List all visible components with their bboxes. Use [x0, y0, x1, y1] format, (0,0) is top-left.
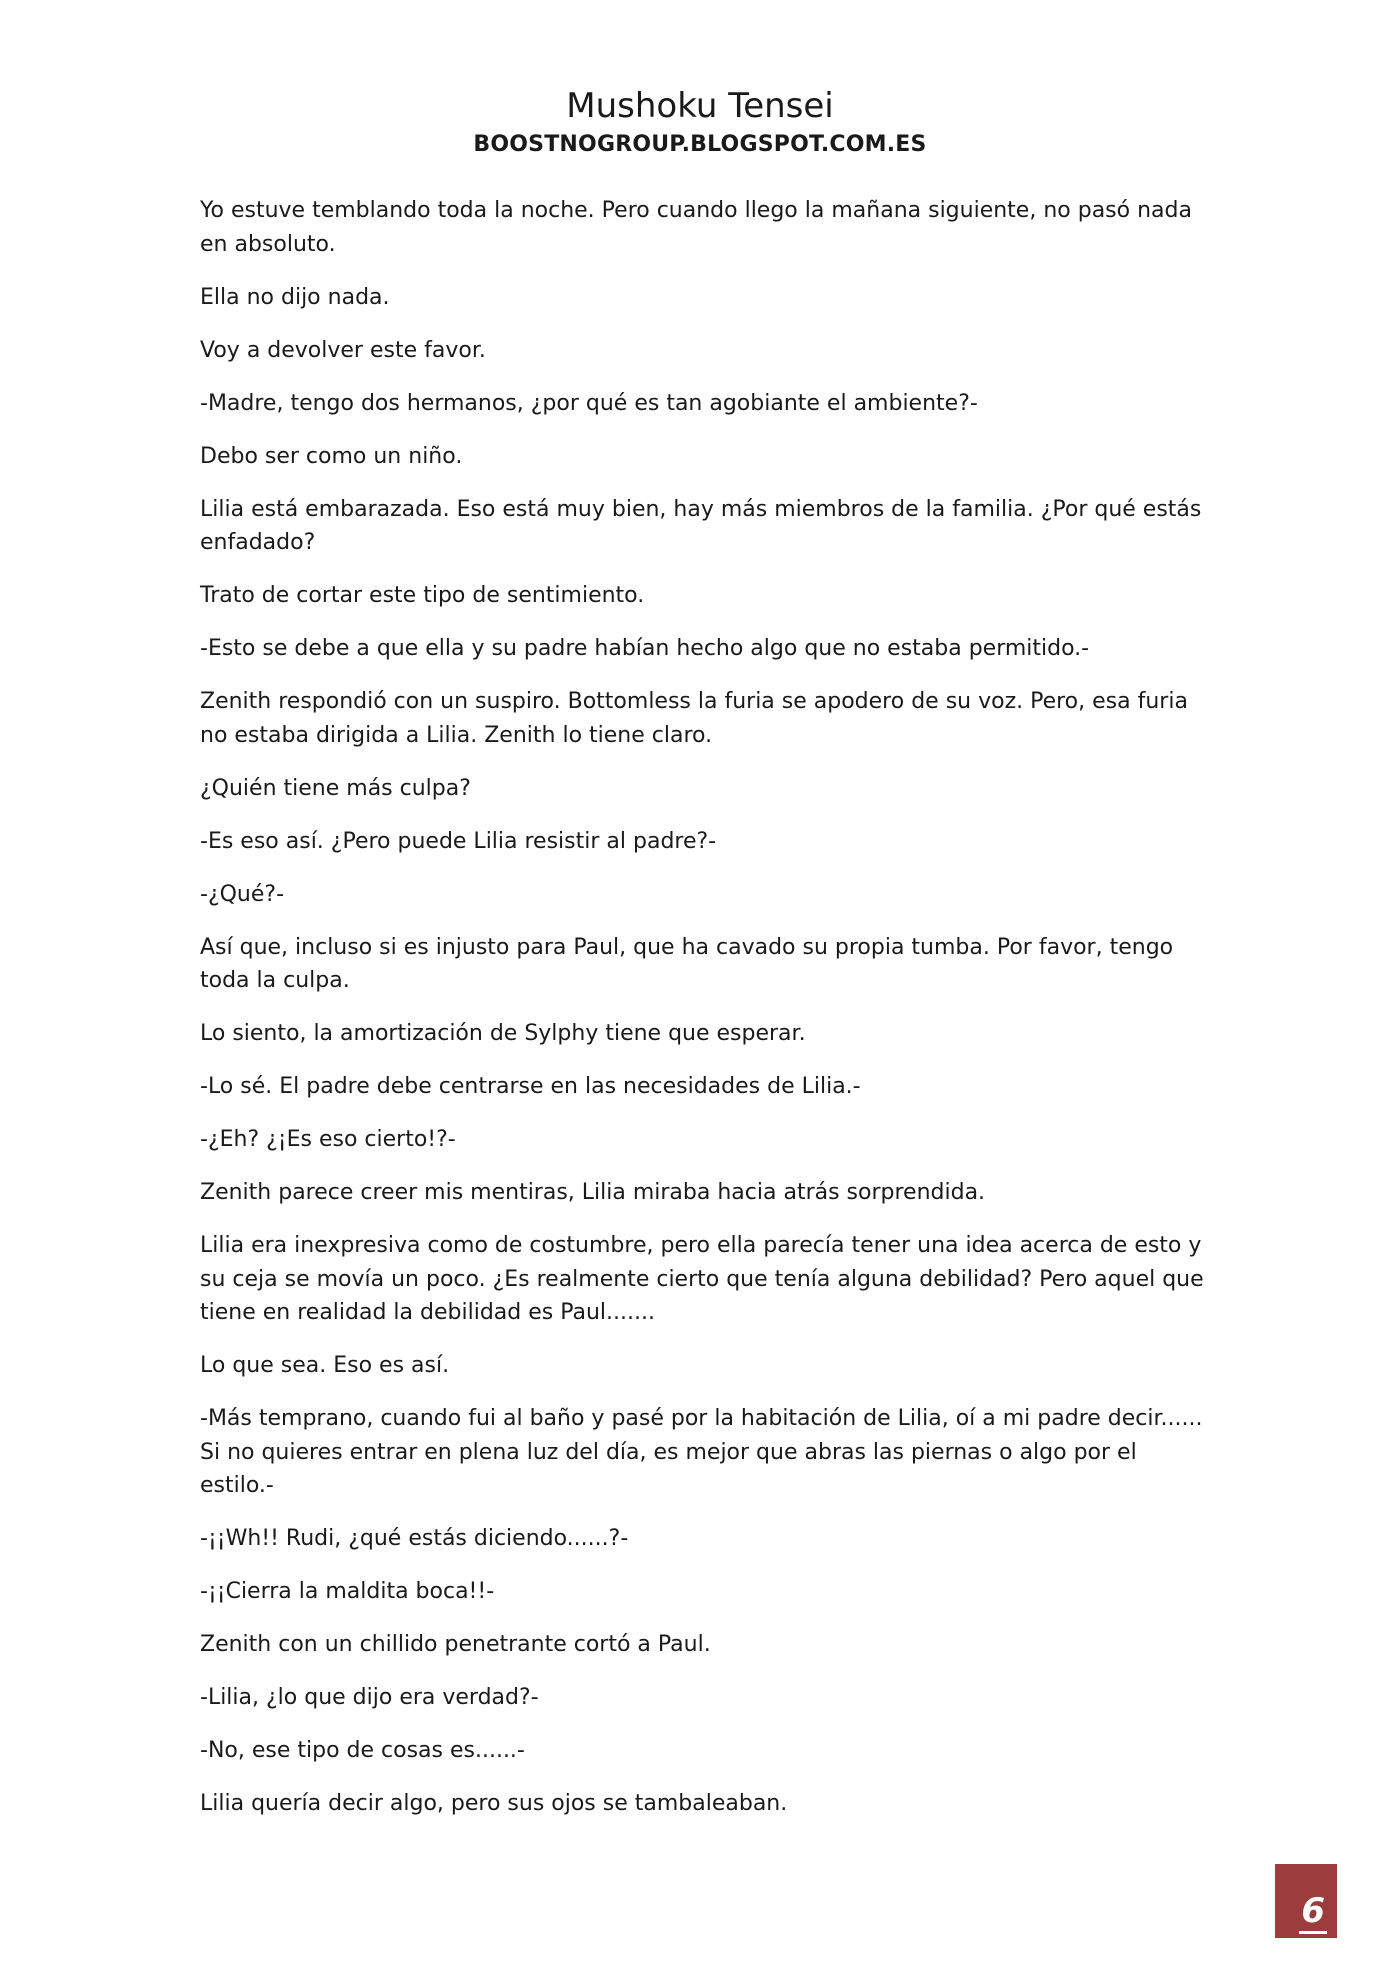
- paragraph: Voy a devolver este favor.: [200, 337, 486, 363]
- page-number: 6: [1299, 1891, 1327, 1934]
- page-number-badge: [1275, 1864, 1337, 1938]
- paragraph: -¡¡Cierra la maldita boca!!-: [200, 1579, 495, 1604]
- paragraph: Trato de cortar este tipo de sentimiento.: [200, 583, 645, 608]
- paragraph: -Lilia, ¿lo que dijo era verdad?-: [200, 1685, 539, 1710]
- paragraph: Debo ser como un niño.: [200, 443, 463, 469]
- paragraph: Zenith con un chillido penetrante cortó a Paul.: [200, 1632, 711, 1657]
- paragraph: Lo que sea. Eso es así.: [200, 1353, 450, 1378]
- document-subtitle: BOOSTNOGROUP.BLOGSPOT.COM.ES: [473, 132, 927, 157]
- paragraph: Lilia está embarazada. Eso está muy bien, hay más miembros de la familia. ¿Por qué estás enfadado?: [200, 496, 1202, 555]
- paragraph: -Madre, tengo dos hermanos, ¿por qué es tan agobiante el ambiente?-: [200, 390, 978, 416]
- document-body: [200, 194, 1210, 1840]
- paragraph: -No, ese tipo de cosas es......-: [200, 1738, 525, 1763]
- paragraph: Zenith respondió con un suspiro. Bottomless la furia se apodero de su voz. Pero, esa furia no estaba dirigida a Lilia. Zenith lo tiene claro.: [200, 689, 1188, 748]
- paragraph: -¡¡Wh!! Rudi, ¿qué estás diciendo......?-: [200, 1526, 629, 1551]
- paragraph: -Más temprano, cuando fui al baño y pasé por la habitación de Lilia, oí a mi padre decir...... Si no quieres entrar en plena luz del día, es mejor que abras las piernas o algo por el estilo.-: [200, 1406, 1203, 1498]
- paragraph: ¿Quién tiene más culpa?: [200, 775, 471, 801]
- page-header: [0, 84, 1400, 162]
- paragraph: -Esto se debe a que ella y su padre habían hecho algo que no estaba permitido.-: [200, 636, 1090, 661]
- paragraph: Así que, incluso si es injusto para Paul, que ha cavado su propia tumba. Por favor, tengo toda la culpa.: [200, 934, 1174, 993]
- paragraph: Lilia era inexpresiva como de costumbre, pero ella parecía tener una idea acerca de esto y su ceja se movía un poco. ¿Es realmente cierto que tenía alguna debilidad? Pero aquel que tiene en realidad la debilidad es Paul.......: [200, 1233, 1204, 1325]
- paragraph: Lilia quería decir algo, pero sus ojos se tambaleaban.: [200, 1791, 788, 1816]
- paragraph: Lo siento, la amortización de Sylphy tiene que esperar.: [200, 1021, 806, 1046]
- paragraph: -¿Eh? ¿¡Es eso cierto!?-: [200, 1127, 456, 1152]
- paragraph: -Lo sé. El padre debe centrarse en las necesidades de Lilia.-: [200, 1074, 861, 1099]
- paragraph: -Es eso así. ¿Pero puede Lilia resistir al padre?-: [200, 828, 717, 854]
- paragraph: Ella no dijo nada.: [200, 284, 390, 310]
- paragraph: -¿Qué?-: [200, 881, 285, 907]
- document-title: Mushoku Tensei: [566, 86, 834, 126]
- paragraph: Yo estuve temblando toda la noche. Pero cuando llego la mañana siguiente, no pasó nada en absoluto.: [200, 198, 1192, 257]
- paragraph: Zenith parece creer mis mentiras, Lilia miraba hacia atrás sorprendida.: [200, 1180, 986, 1205]
